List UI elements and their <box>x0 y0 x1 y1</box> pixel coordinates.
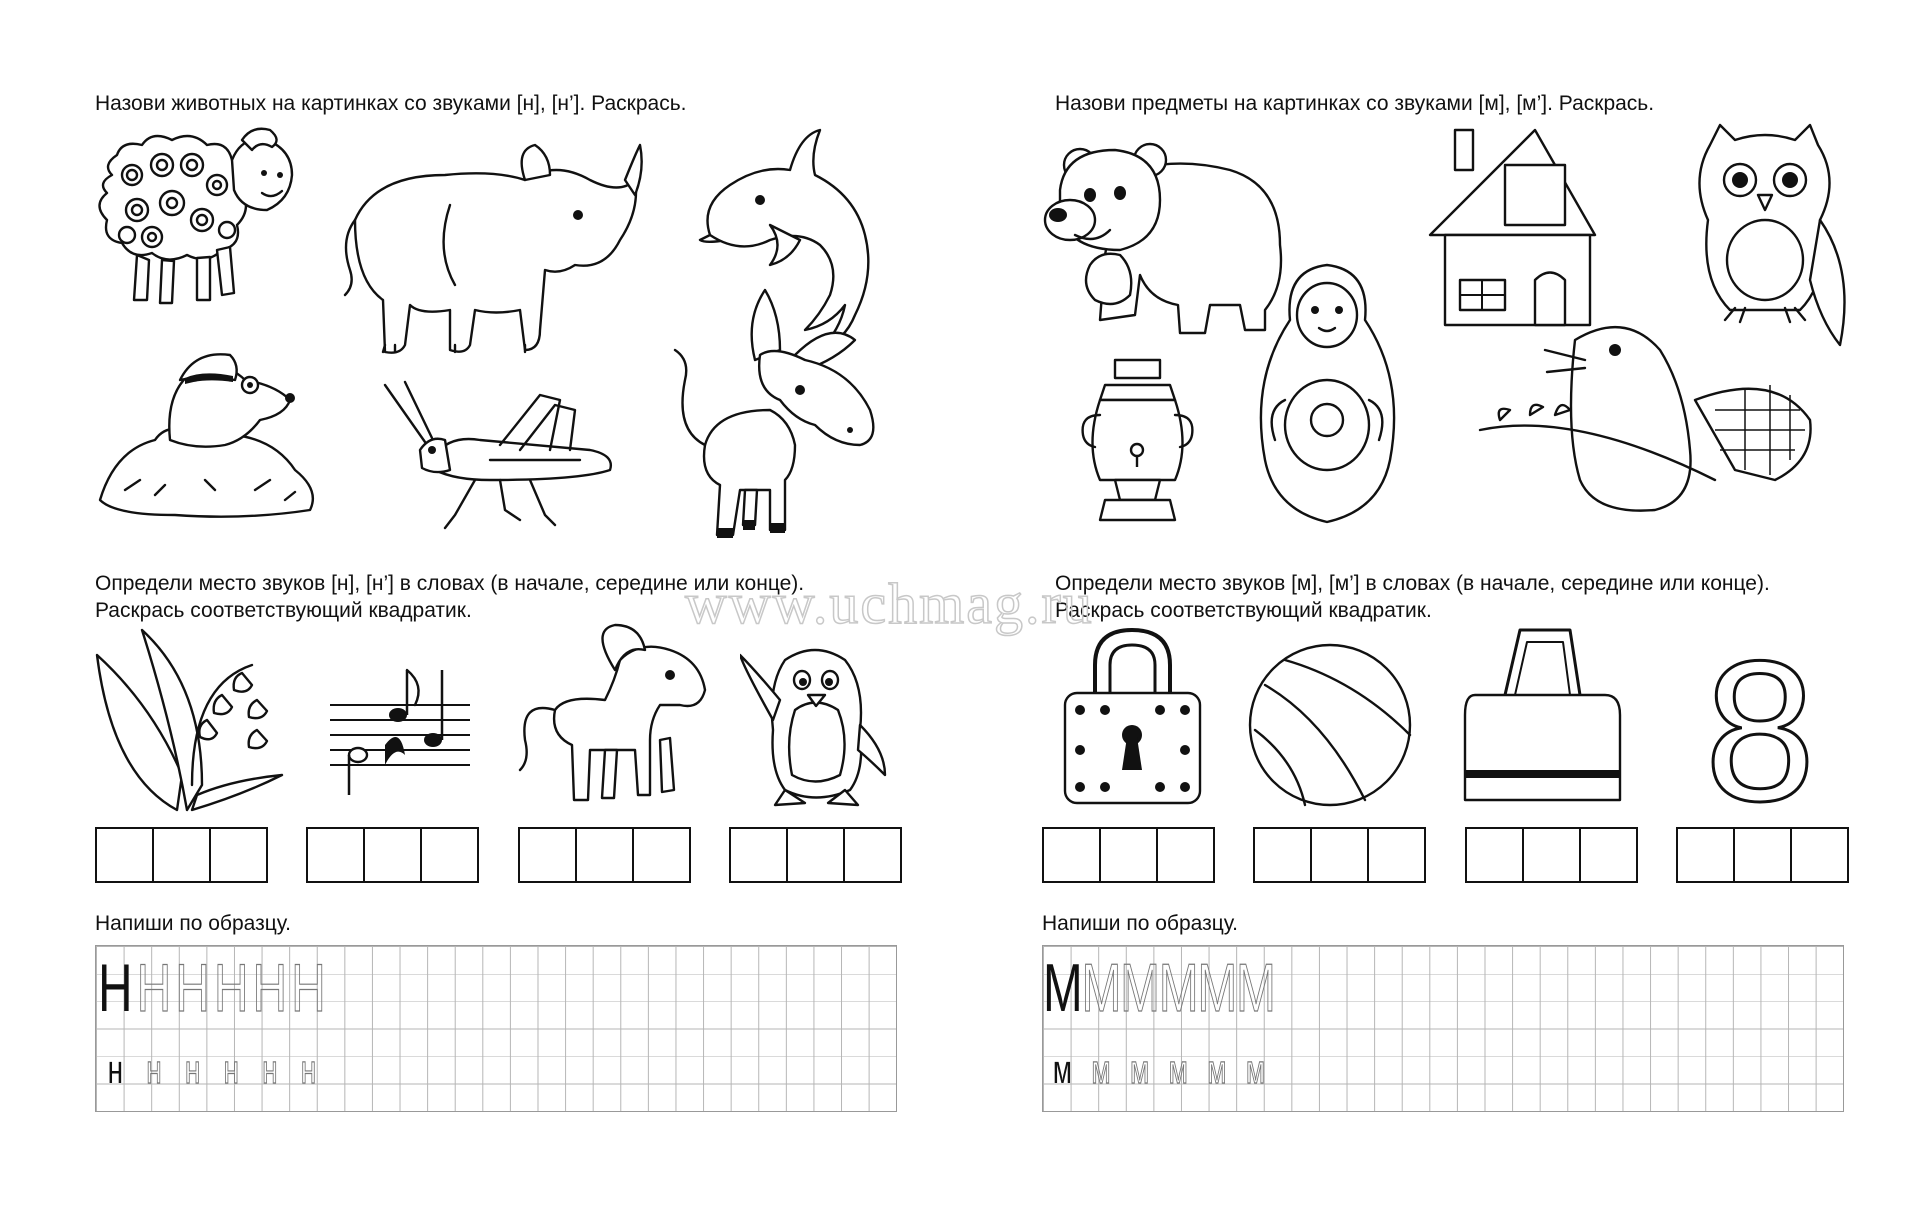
box-middle[interactable] <box>154 829 211 881</box>
box-beginning[interactable] <box>1678 829 1735 881</box>
trace-letter: М <box>1120 950 1160 1026</box>
box-middle[interactable] <box>1524 829 1581 881</box>
music-notes-icon <box>325 665 475 800</box>
mole-icon <box>95 330 325 520</box>
grasshopper-icon <box>380 380 625 530</box>
donkey-icon <box>655 280 895 550</box>
lily-of-the-valley-icon <box>92 625 287 815</box>
box-middle[interactable] <box>365 829 422 881</box>
box-end[interactable] <box>1369 829 1424 881</box>
trace-letter: Н <box>291 950 326 1026</box>
box-middle[interactable] <box>788 829 845 881</box>
beaver-icon <box>1475 310 1820 525</box>
box-beginning[interactable] <box>1255 829 1312 881</box>
task1-instruction: Назови животных на картинках со звуками [н], [н’]. Раскрась. <box>95 92 687 115</box>
trace-letter: М <box>1236 950 1276 1026</box>
box-beginning[interactable] <box>731 829 788 881</box>
box-beginning[interactable] <box>97 829 154 881</box>
trace-letter: М <box>1158 950 1199 1026</box>
sample-letter: н <box>107 1048 124 1092</box>
eight-digit <box>1685 630 1835 810</box>
box-beginning[interactable] <box>308 829 365 881</box>
trace-letter: н <box>184 1048 201 1092</box>
box-end[interactable] <box>634 829 689 881</box>
house-icon <box>1425 125 1600 330</box>
matryoshka-icon <box>1245 260 1410 530</box>
trace-letter: м <box>1168 1048 1188 1092</box>
trace-letter: н <box>146 1048 162 1092</box>
task2-instruction: Определи место звуков [м], [м’] в словах (в начале, середине или конце). Раскрась соответствующий квадратик. <box>1055 572 1770 622</box>
uppercase-row <box>1043 950 1276 1026</box>
sound-position-boxes[interactable] <box>95 827 268 883</box>
trace-letter: М <box>1197 950 1238 1026</box>
samovar-icon <box>1075 355 1200 530</box>
box-end[interactable] <box>1158 829 1213 881</box>
rhinoceros-icon <box>335 140 645 375</box>
right-page <box>960 0 1920 1216</box>
trace-letter: м <box>1245 1048 1266 1092</box>
sound-position-boxes[interactable] <box>1465 827 1638 883</box>
box-middle[interactable] <box>1735 829 1792 881</box>
sound-position-boxes[interactable] <box>729 827 902 883</box>
sample-letter: м <box>1052 1048 1072 1092</box>
trace-letter: Н <box>214 950 249 1026</box>
trace-letter: Н <box>252 950 288 1026</box>
handbag-icon <box>1455 620 1625 810</box>
trace-letter: м <box>1091 1048 1111 1092</box>
pony-icon <box>510 620 710 815</box>
lowercase-row <box>1043 1048 1275 1092</box>
box-end[interactable] <box>1792 829 1847 881</box>
sample-letter: М <box>1043 950 1083 1026</box>
task3-instruction: Напиши по образцу. <box>1042 912 1238 935</box>
box-end[interactable] <box>211 829 266 881</box>
bear-icon <box>1040 135 1290 340</box>
task3-instruction: Напиши по образцу. <box>95 912 291 935</box>
trace-letter: Н <box>175 950 210 1026</box>
lowercase-row <box>96 1048 328 1092</box>
watermark: www.uchmag.ru <box>685 571 1094 636</box>
box-beginning[interactable] <box>1044 829 1101 881</box>
ball-icon <box>1245 640 1415 810</box>
sample-letter: Н <box>98 950 133 1026</box>
trace-letter: н <box>300 1048 317 1092</box>
handwriting-grid[interactable] <box>1042 945 1844 1112</box>
sound-position-boxes[interactable] <box>306 827 479 883</box>
handwriting-grid[interactable] <box>95 945 897 1112</box>
trace-letter: м <box>1129 1048 1150 1092</box>
trace-letter: Н <box>136 950 172 1026</box>
penguin-icon <box>740 640 890 815</box>
digit-eight: 8 <box>1704 630 1816 810</box>
box-middle[interactable] <box>577 829 634 881</box>
box-middle[interactable] <box>1312 829 1369 881</box>
uppercase-row <box>96 950 328 1026</box>
task1-instruction: Назови предметы на картинках со звуками [м], [м’]. Раскрась. <box>1055 92 1655 115</box>
dolphin-icon <box>690 125 895 365</box>
box-end[interactable] <box>1581 829 1636 881</box>
sheep-icon <box>92 125 302 315</box>
padlock-icon <box>1060 625 1205 810</box>
trace-letter: м <box>1207 1048 1227 1092</box>
sound-position-boxes[interactable] <box>1676 827 1849 883</box>
trace-letter: М <box>1081 950 1122 1026</box>
owl-icon <box>1680 120 1850 350</box>
box-end[interactable] <box>422 829 477 881</box>
sound-position-boxes[interactable] <box>518 827 691 883</box>
box-end[interactable] <box>845 829 900 881</box>
box-beginning[interactable] <box>1467 829 1524 881</box>
trace-letter: н <box>262 1048 278 1092</box>
box-beginning[interactable] <box>520 829 577 881</box>
sound-position-boxes[interactable] <box>1042 827 1215 883</box>
sound-position-boxes[interactable] <box>1253 827 1426 883</box>
box-middle[interactable] <box>1101 829 1158 881</box>
trace-letter: н <box>223 1048 239 1092</box>
task2-instruction: Определи место звуков [н], [н’] в словах (в начале, середине или конце). Раскрась соответствующий квадратик. <box>95 572 805 622</box>
